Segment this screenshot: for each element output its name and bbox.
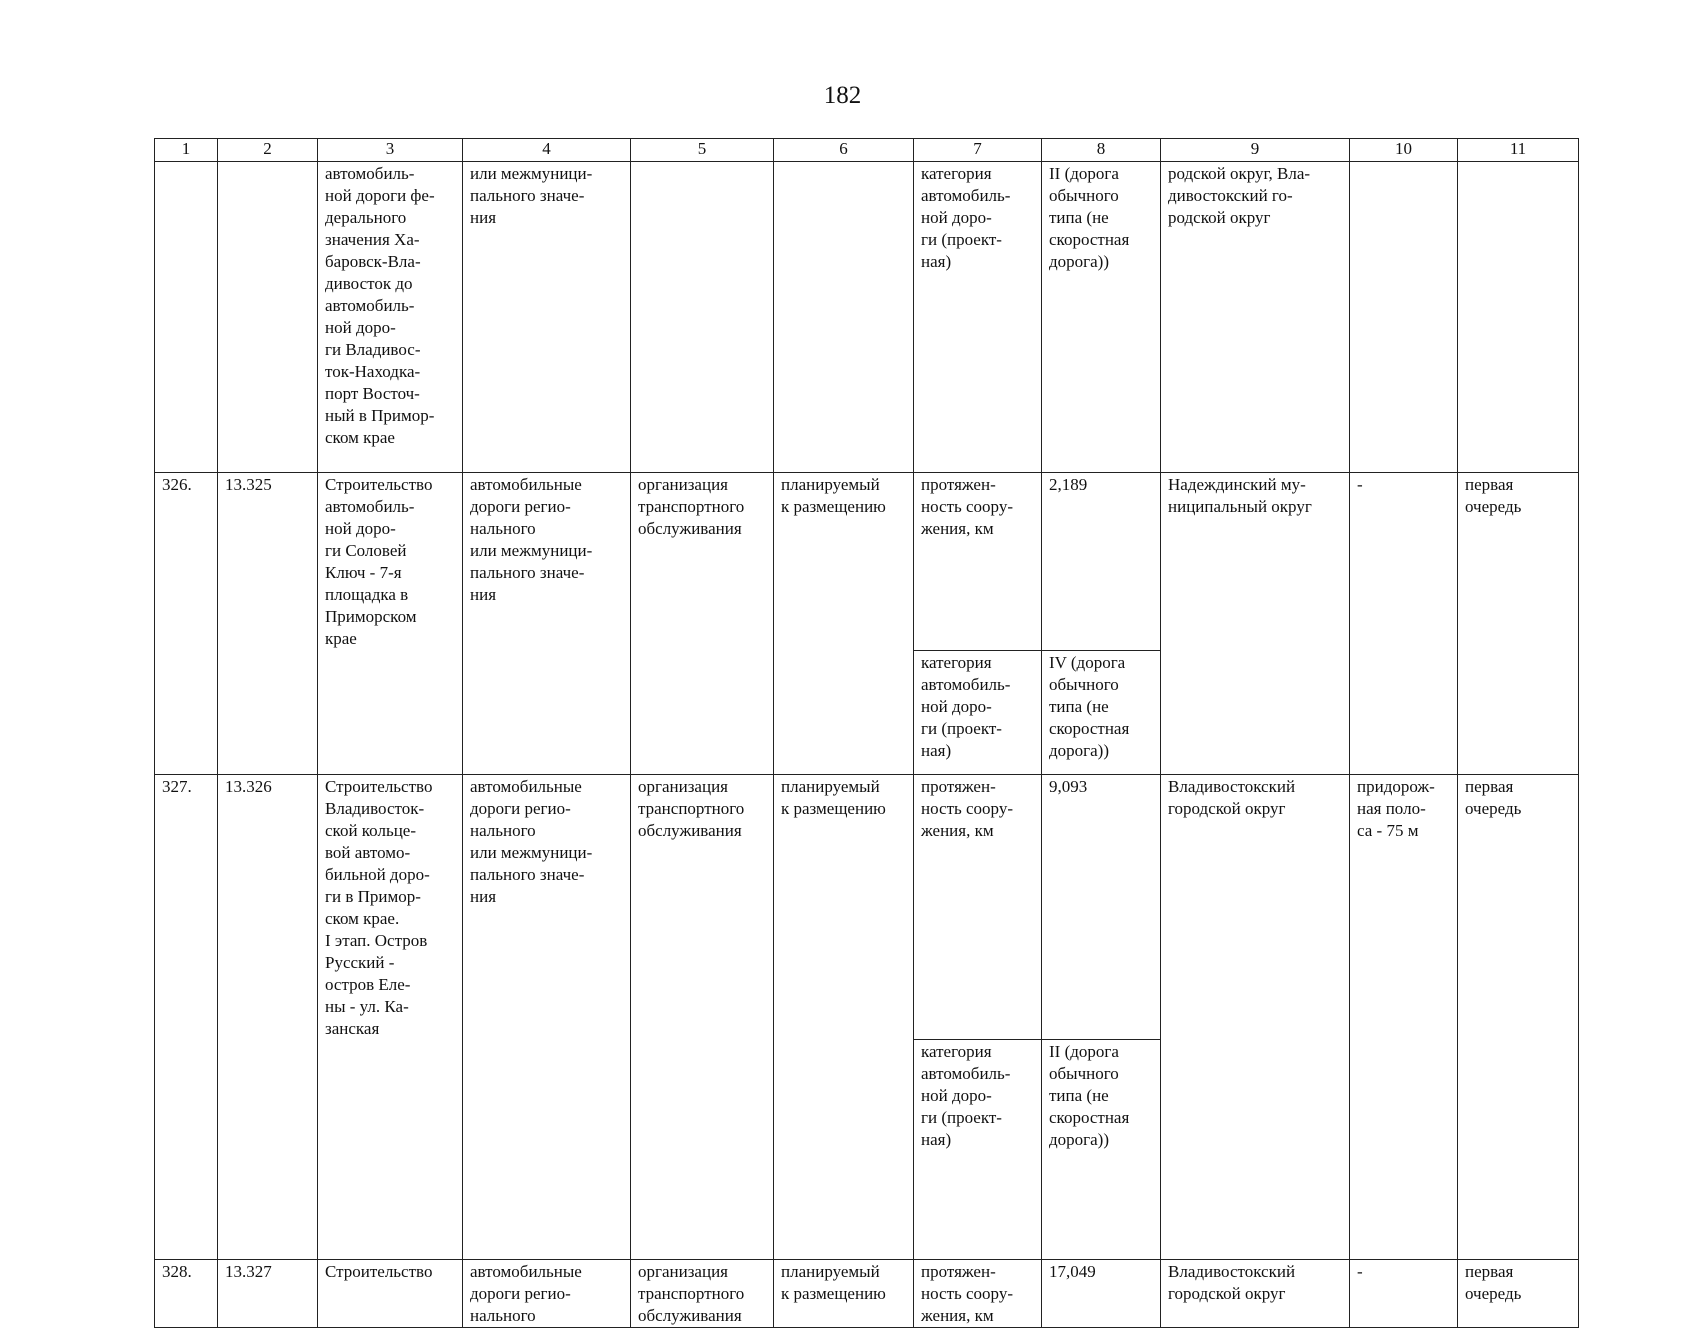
cell-characteristic: категория автомобиль- ной доро- ги (проект- ная) xyxy=(914,1040,1042,1260)
cell-code: 13.326 xyxy=(218,774,318,1040)
cell-code: 13.325 xyxy=(218,473,318,651)
column-number-row xyxy=(155,139,1579,162)
cell-name: Строительство автомобиль- ной доро- ги Соловей Ключ - 7-я площадка в Приморском крае xyxy=(318,473,463,651)
cell-status: планируемый к размещению xyxy=(774,1260,914,1328)
cell-number: 328. xyxy=(155,1260,218,1328)
cell-purpose: организация транспортного обслуживания xyxy=(631,774,774,1040)
cell-stage: первая очередь xyxy=(1458,473,1579,651)
cell-characteristic: категория автомобиль- ной доро- ги (проект- ная) xyxy=(914,162,1042,473)
register-table xyxy=(154,138,1579,1328)
column-number: 9 xyxy=(1161,139,1350,162)
cell-stage: первая очередь xyxy=(1458,774,1579,1040)
cell-characteristic: протяжен- ность соору- жения, км xyxy=(914,1260,1042,1328)
cell-kind: или межмуници- пального значе- ния xyxy=(463,162,631,473)
cell-location: Владивостокский городской округ xyxy=(1161,1260,1350,1328)
cell-status: планируемый к размещению xyxy=(774,473,914,651)
cell-purpose: организация транспортного обслуживания xyxy=(631,473,774,651)
table-row xyxy=(155,473,1579,651)
page-number: 182 xyxy=(823,82,862,109)
cell-kind: автомобильные дороги регио- нального или межмуници- пального значе- ния xyxy=(463,473,631,651)
cell-location: Владивостокский городской округ xyxy=(1161,774,1350,1040)
column-number: 6 xyxy=(774,139,914,162)
cell-name: Строительство Владивосток- ской кольце- вой автомо- бильной доро- ги в Примор- ском крае. I этап. Остров Русский - остров Еле- ны - ул. Ка- занская xyxy=(318,774,463,1040)
cell-value: 2,189 xyxy=(1042,473,1161,651)
cell-zone: придорож- ная поло- са - 75 м xyxy=(1350,774,1458,1040)
cell-value: II (дорога обычного типа (не скоростная дорога)) xyxy=(1042,162,1161,473)
cell-purpose xyxy=(631,162,774,473)
cell-purpose: организация транспортного обслуживания xyxy=(631,1260,774,1328)
cell-value: II (дорога обычного типа (не скоростная дорога)) xyxy=(1042,1040,1161,1260)
cell-zone: - xyxy=(1350,473,1458,651)
cell-location: родской округ, Вла- дивостокский го- родской округ xyxy=(1161,162,1350,473)
cell-status xyxy=(774,162,914,473)
table-row-sub xyxy=(155,1040,1579,1260)
cell-stage: первая очередь xyxy=(1458,1260,1579,1328)
cell-zone xyxy=(1350,162,1458,473)
column-number: 8 xyxy=(1042,139,1161,162)
table-row-continuation xyxy=(155,162,1579,473)
cell-number: 327. xyxy=(155,774,218,1040)
table-row-sub xyxy=(155,650,1579,774)
cell-value: 17,049 xyxy=(1042,1260,1161,1328)
column-number: 1 xyxy=(155,139,218,162)
cell-number xyxy=(155,162,218,473)
cell-kind: автомобильные дороги регио- нального или межмуници- пального значе- ния xyxy=(463,774,631,1040)
cell-code xyxy=(218,162,318,473)
column-number: 2 xyxy=(218,139,318,162)
cell-characteristic: протяжен- ность соору- жения, км xyxy=(914,473,1042,651)
cell-number: 326. xyxy=(155,473,218,651)
cell-name: автомобиль- ной дороги фе- дерального значения Ха- баровск-Вла- дивосток до автомобиль- ной доро- ги Владивос- ток-Находка- порт Восточ- ный в Примор- ском крае xyxy=(318,162,463,473)
cell-stage xyxy=(1458,162,1579,473)
cell-kind: автомобильные дороги регио- нального xyxy=(463,1260,631,1328)
column-number: 3 xyxy=(318,139,463,162)
cell-characteristic: протяжен- ность соору- жения, км xyxy=(914,774,1042,1040)
column-number: 10 xyxy=(1350,139,1458,162)
table-row xyxy=(155,774,1579,1040)
cell-name: Строительство xyxy=(318,1260,463,1328)
cell-characteristic: категория автомобиль- ной доро- ги (проект- ная) xyxy=(914,650,1042,774)
cell-value: 9,093 xyxy=(1042,774,1161,1040)
column-number: 4 xyxy=(463,139,631,162)
cell-zone: - xyxy=(1350,1260,1458,1328)
cell-location: Надеждинский му- ниципальный округ xyxy=(1161,473,1350,651)
cell-value: IV (дорога обычного типа (не скоростная дорога)) xyxy=(1042,650,1161,774)
column-number: 11 xyxy=(1458,139,1579,162)
column-number: 7 xyxy=(914,139,1042,162)
column-number: 5 xyxy=(631,139,774,162)
table-row xyxy=(155,1260,1579,1328)
cell-code: 13.327 xyxy=(218,1260,318,1328)
cell-status: планируемый к размещению xyxy=(774,774,914,1040)
